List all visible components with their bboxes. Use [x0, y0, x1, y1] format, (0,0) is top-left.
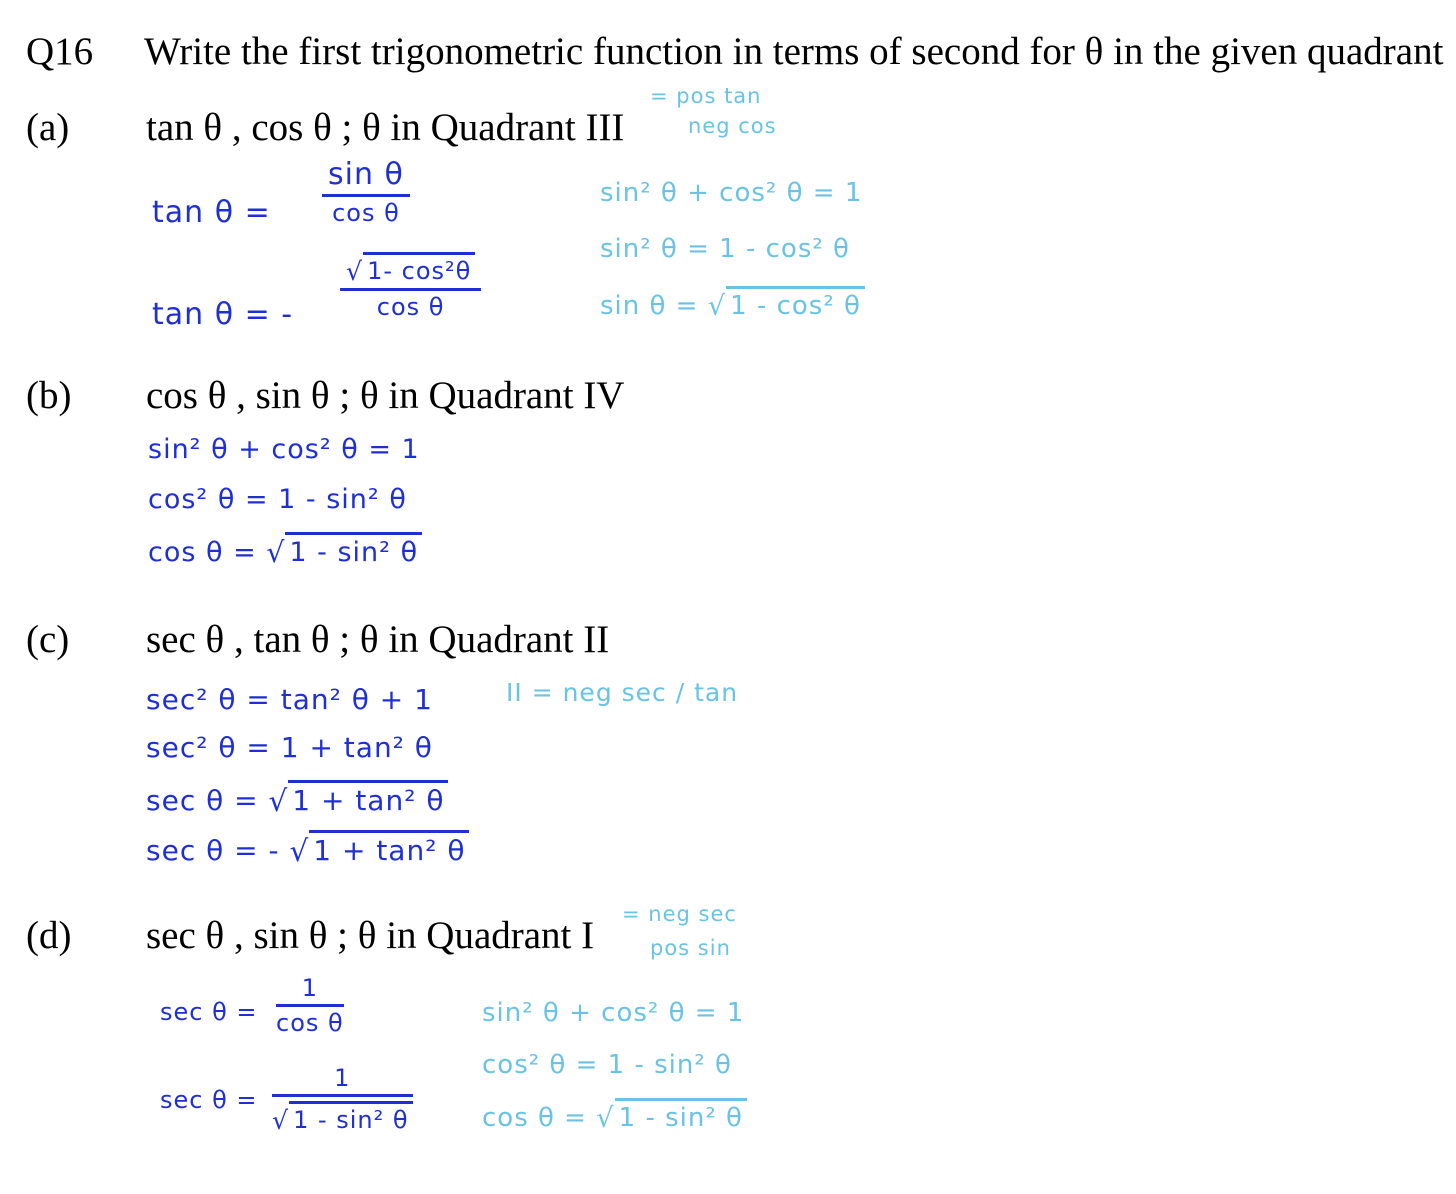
- part-d-fraction-1-numerator: 1: [301, 974, 318, 1002]
- square-root-icon: √ 1 + tan² θ: [269, 780, 449, 817]
- part-a-statement: tan θ , cos θ ; θ in Quadrant III: [146, 106, 625, 149]
- part-a-fraction-2-denominator: cos θ: [376, 293, 445, 322]
- part-d-side-line3-radicand: 1 - sin² θ: [615, 1098, 747, 1131]
- part-c-line4-lhs: sec θ = -: [146, 834, 280, 867]
- part-d-label: (d): [26, 914, 72, 957]
- square-root-icon: √ 1 - sin² θ: [266, 532, 422, 568]
- part-c-line3-radicand: 1 + tan² θ: [288, 780, 448, 815]
- part-d-side-line3: [482, 1098, 747, 1133]
- part-d-fraction-2-numerator: 1: [334, 1064, 351, 1092]
- part-d-fraction-2-denominator: [272, 1097, 413, 1136]
- part-a-side-line2: sin² θ = 1 - cos² θ: [600, 234, 850, 264]
- part-a-label: (a): [26, 106, 70, 149]
- part-c-line4-radicand: 1 + tan² θ: [309, 830, 469, 865]
- part-a-fraction-1-numerator: sin θ: [328, 157, 404, 192]
- part-c-note: II = neg sec / tan: [506, 678, 739, 707]
- part-b-line3-radicand: 1 - sin² θ: [285, 532, 422, 566]
- part-d-line2-lhs: sec θ =: [160, 1086, 258, 1114]
- part-d-note-line2: pos sin: [650, 936, 731, 960]
- part-d-fraction-1-denominator: cos θ: [276, 1009, 344, 1037]
- part-d-line1-lhs: sec θ =: [160, 998, 258, 1026]
- part-a-fraction-2: [340, 252, 481, 322]
- part-b-line3: [148, 532, 422, 568]
- part-a-note-line1: = pos tan: [650, 84, 762, 108]
- part-c-line2: sec² θ = 1 + tan² θ: [146, 731, 433, 764]
- square-root-icon: √ 1- cos²θ: [346, 252, 475, 284]
- part-d-fraction-1: [276, 976, 344, 1035]
- part-a-note-line2: neg cos: [688, 114, 777, 138]
- part-c-line4: [146, 830, 469, 867]
- square-root-icon: √ 1 - sin² θ: [272, 1101, 413, 1133]
- part-a-line2-lhs: tan θ = -: [152, 297, 294, 332]
- part-d-side-line2: cos² θ = 1 - sin² θ: [482, 1050, 732, 1080]
- part-d-fraction-2-radicand: 1 - sin² θ: [289, 1101, 413, 1132]
- part-a-side-line3-radicand: 1 - cos² θ: [726, 286, 865, 319]
- square-root-icon: √ 1 - cos² θ: [708, 286, 865, 321]
- part-d-note-line1: = neg sec: [622, 902, 737, 926]
- part-a-line1-lhs: tan θ =: [152, 195, 271, 230]
- part-a-side-line3-lhs: sin θ =: [600, 291, 699, 321]
- part-a-side-line3: [600, 286, 865, 321]
- part-d-side-line1: sin² θ + cos² θ = 1: [482, 998, 745, 1028]
- part-d-statement: sec θ , sin θ ; θ in Quadrant I: [146, 914, 595, 957]
- part-c-statement: sec θ , tan θ ; θ in Quadrant II: [146, 618, 610, 661]
- part-a-side-line1: sin² θ + cos² θ = 1: [600, 178, 863, 208]
- part-d-fraction-2: [272, 1064, 413, 1136]
- part-a-fraction-2-radicand: 1- cos²θ: [363, 252, 475, 283]
- square-root-icon: √ 1 + tan² θ: [290, 830, 470, 867]
- part-c-line1: sec² θ = tan² θ + 1: [146, 683, 433, 716]
- part-b-line1: sin² θ + cos² θ = 1: [148, 434, 420, 465]
- part-d-side-line3-lhs: cos θ =: [482, 1103, 587, 1133]
- part-b-line3-lhs: cos θ =: [148, 537, 257, 568]
- part-b-label: (b): [26, 374, 72, 417]
- part-a-fraction-2-numerator: [340, 252, 481, 288]
- part-a-fraction-1-denominator: cos θ: [332, 199, 400, 227]
- square-root-icon: √ 1 - sin² θ: [596, 1098, 747, 1133]
- question-number: Q16: [26, 30, 94, 73]
- part-c-label: (c): [26, 618, 70, 661]
- part-a-fraction-1: [322, 157, 410, 227]
- part-b-statement: cos θ , sin θ ; θ in Quadrant IV: [146, 374, 625, 417]
- part-c-line3: [146, 780, 448, 817]
- part-b-line2: cos² θ = 1 - sin² θ: [148, 484, 407, 515]
- question-prompt: Write the first trigonometric function in terms of second for θ in the given quadrant: [144, 30, 1444, 73]
- part-c-line3-lhs: sec θ =: [146, 784, 259, 817]
